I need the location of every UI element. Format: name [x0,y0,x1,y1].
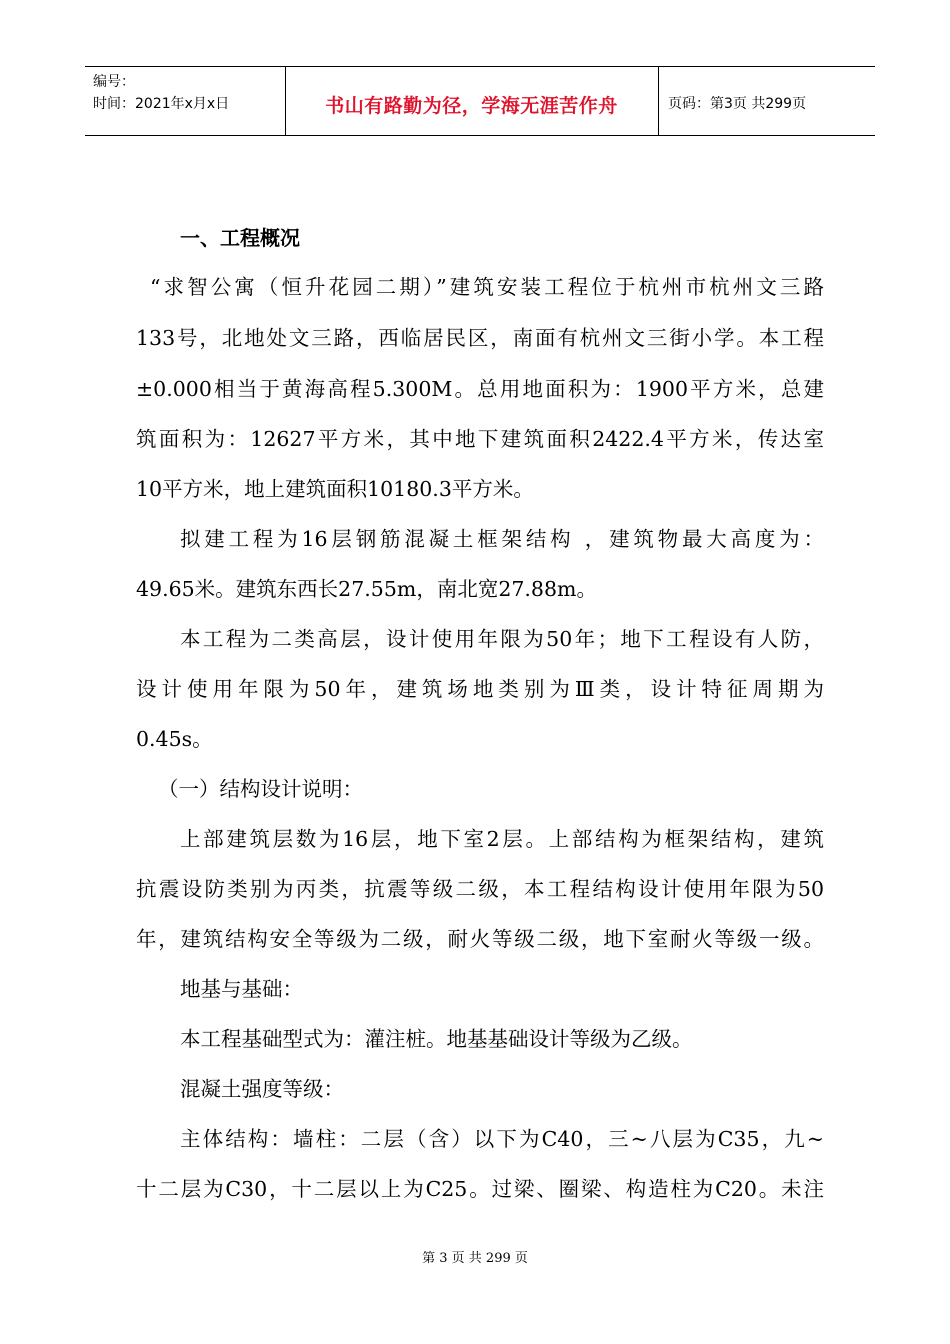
subsection-heading: （一）结构设计说明： [158,777,363,801]
body-line: 十二层为C30，十二层以上为C25。过梁、圈梁、构造柱为C20。未注 [136,1177,824,1201]
body-line: ±0.000相当于黄海高程5.300M。总用地面积为：1900平方米，总建 [136,377,824,401]
body-line: 上部建筑层数为16层，地下室2层。上部结构为框架结构，建筑 [180,827,824,851]
serial-label: 编号： [93,74,135,90]
header-meta [93,71,229,115]
body-line: 10平方米，地上建筑面积10180.3平方米。 [136,477,534,501]
body-line: 混凝土强度等级： [180,1077,344,1101]
body-line: 地基与基础： [180,977,303,1001]
header-divider [658,67,659,135]
page-footer: 第 3 页 共 299 页 [422,1251,528,1266]
body-line: 本工程基础型式为：灌注桩。地基基础设计等级为乙级。 [180,1027,693,1051]
body-line: 抗震设防类别为丙类，抗震等级二级，本工程结构设计使用年限为50 [136,877,824,901]
body-line: 本工程为二类高层，设计使用年限为50年；地下工程设有人防， [180,627,824,651]
section-heading: 一、工程概况 [180,226,300,250]
body-line: 0.45s。 [136,727,213,751]
body-line: 年，建筑结构安全等级为二级，耐火等级二级，地下室耐火等级一级。 [136,927,824,951]
body-line: 49.65米。建筑东西长27.55m，南北宽27.88m。 [136,577,597,601]
page-header [85,66,875,136]
header-motto: 书山有路勤为径，学海无涯苦作舟 [325,95,618,117]
body-line: 筑面积为：12627平方米，其中地下建筑面积2422.4平方米，传达室 [136,427,824,451]
body-line: “求智公寓（恒升花园二期）”建筑安装工程位于杭州市杭州文三路 [150,275,824,299]
body-line: 设计使用年限为50年，建筑场地类别为Ⅲ类，设计特征周期为 [136,677,824,701]
body-line: 拟建工程为16层钢筋混凝土框架结构 ，建筑物最大高度为： [180,527,824,551]
body-line: 主体结构：墙柱：二层（含）以下为C40，三~八层为C35，九~ [180,1127,824,1151]
header-page-info: 页码：第3页 共299页 [668,96,807,112]
body-line: 133号，北地处文三路，西临居民区，南面有杭州文三街小学。本工程 [136,326,824,350]
time-label: 时间：2021年x月x日 [93,96,230,112]
